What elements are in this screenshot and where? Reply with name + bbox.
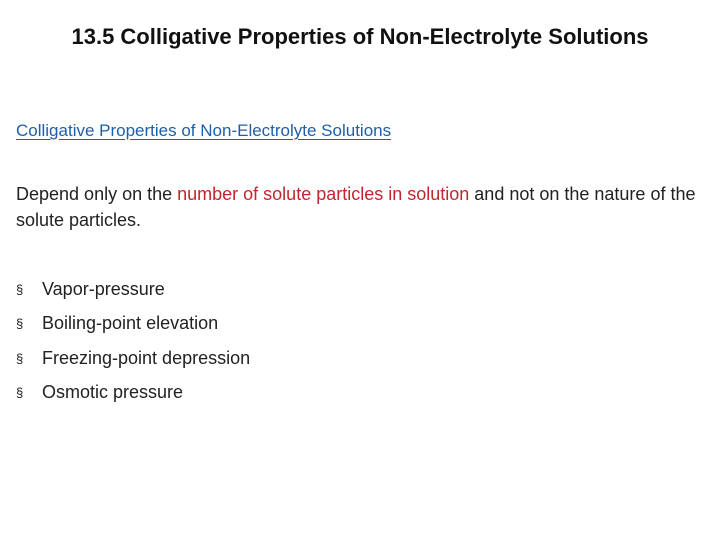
list-item bbox=[16, 376, 250, 411]
list-item-label: Freezing-point depression bbox=[42, 347, 251, 368]
property-list bbox=[16, 272, 250, 410]
list-item-label: Osmotic pressure bbox=[42, 382, 184, 403]
bullet-icon: § bbox=[16, 316, 24, 332]
slide-title: 13.5 Colligative Properties of Non-Electrolyte Solutions bbox=[71, 24, 649, 49]
list-item bbox=[16, 272, 250, 307]
list-item bbox=[16, 307, 250, 342]
description-start: Depend only on the bbox=[16, 184, 178, 204]
list-item-label: Boiling-point elevation bbox=[42, 313, 219, 334]
bullet-icon: § bbox=[16, 385, 24, 401]
list-item bbox=[16, 341, 250, 376]
section-heading: Colligative Properties of Non-Electrolyte Solutions bbox=[16, 121, 392, 140]
description-highlight: number of solute particles in solution bbox=[177, 184, 470, 204]
description-end: and not on the nature of the solute particles. bbox=[16, 184, 696, 230]
description-paragraph bbox=[16, 181, 706, 233]
bullet-icon: § bbox=[16, 281, 24, 297]
bullet-icon: § bbox=[16, 350, 24, 366]
list-item-label: Vapor-pressure bbox=[42, 278, 165, 299]
